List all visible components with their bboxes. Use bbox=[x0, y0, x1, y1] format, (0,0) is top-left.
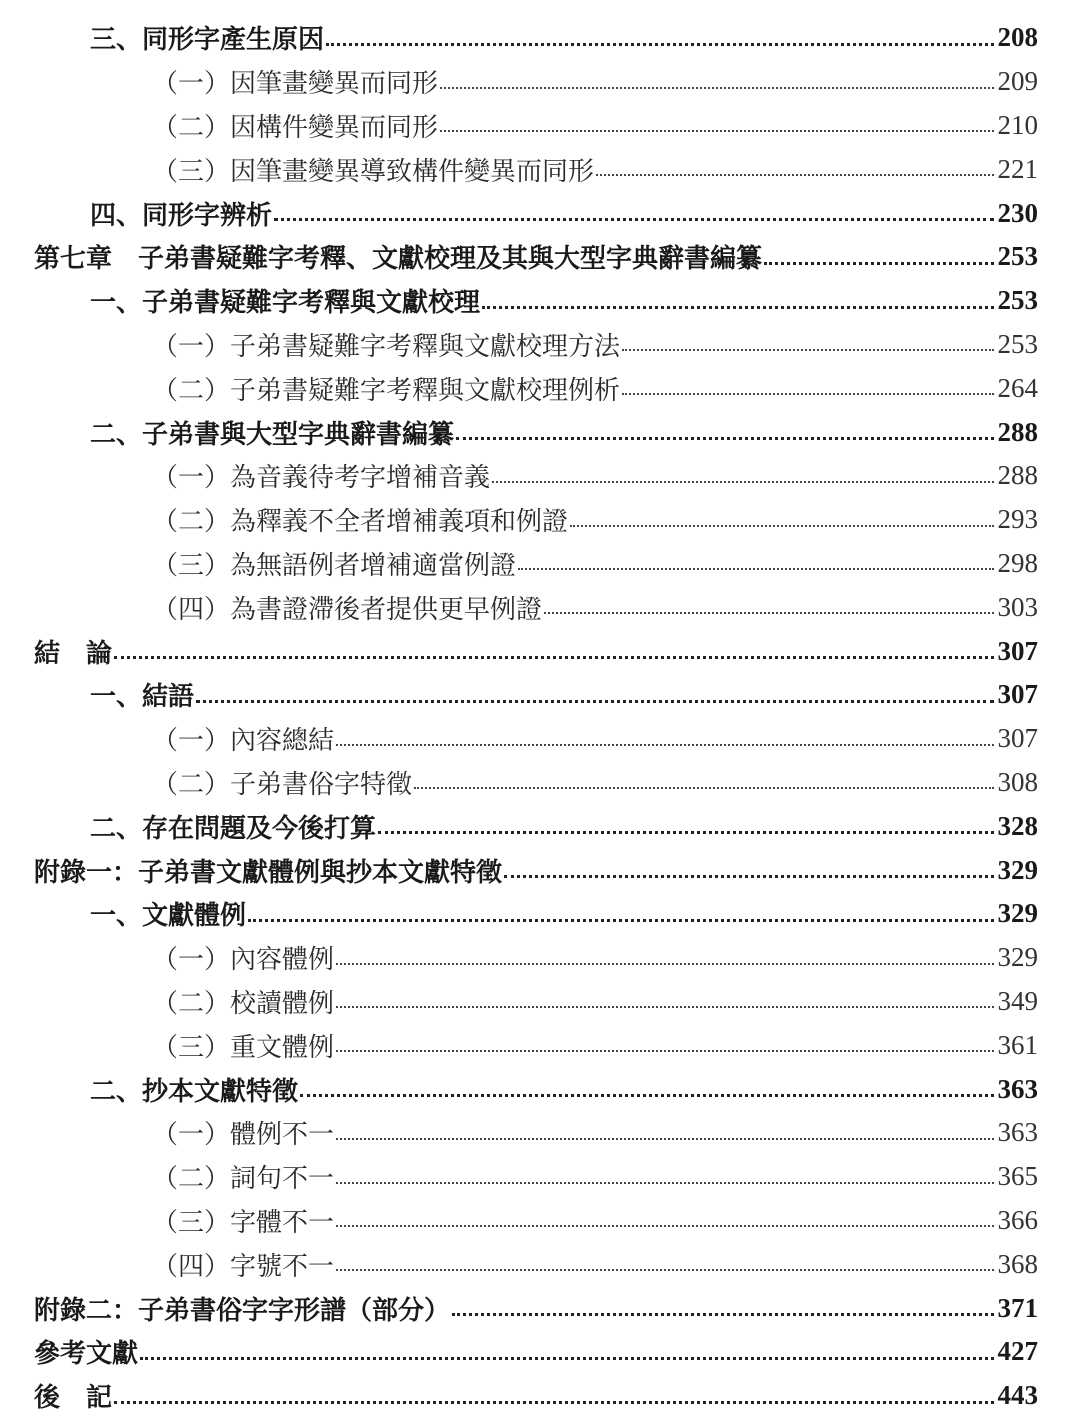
toc-entry-sub[interactable] bbox=[0, 980, 1080, 1024]
toc-entry-page-number: 329 bbox=[997, 854, 1038, 885]
dot-leader bbox=[114, 1398, 993, 1404]
toc-entry-page-number: 303 bbox=[997, 591, 1038, 622]
dot-leader bbox=[504, 872, 993, 878]
toc-entry-sub[interactable] bbox=[0, 717, 1080, 761]
toc-entry-title: （二）校讀體例 bbox=[152, 988, 335, 1019]
toc-entry-page-number: 253 bbox=[997, 285, 1038, 316]
toc-entry-page-number: 209 bbox=[997, 66, 1038, 97]
dot-leader bbox=[326, 40, 993, 46]
toc-entry-page-number: 307 bbox=[997, 723, 1038, 754]
toc-entry-title: （三）為無語例者增補適當例證 bbox=[152, 550, 517, 581]
toc-entry-sub[interactable] bbox=[0, 323, 1080, 367]
toc-entry-title: （二）因構件變異而同形 bbox=[152, 112, 439, 143]
toc-entry-page-number: 307 bbox=[997, 635, 1038, 666]
dot-leader bbox=[336, 1136, 993, 1140]
toc-entry-title: 二、存在問題及今後打算 bbox=[90, 813, 377, 844]
dot-leader bbox=[336, 1048, 993, 1052]
toc-entry-page-number: 366 bbox=[997, 1204, 1038, 1235]
toc-entry-page-number: 221 bbox=[997, 153, 1038, 184]
toc-entry-sub[interactable] bbox=[0, 1023, 1080, 1067]
toc-entry-chapter[interactable] bbox=[0, 1374, 1080, 1418]
dot-leader bbox=[336, 961, 993, 965]
toc-entry-chapter[interactable] bbox=[0, 629, 1080, 673]
dot-leader bbox=[336, 1004, 993, 1008]
toc-entry-title: 附錄一：子弟書文獻體例與抄本文獻特徵 bbox=[34, 857, 503, 888]
dot-leader bbox=[622, 391, 993, 395]
toc-entry-sub[interactable] bbox=[0, 60, 1080, 104]
toc-entry-page-number: 210 bbox=[997, 109, 1038, 140]
toc-entry-title: （一）體例不一 bbox=[152, 1120, 335, 1151]
toc-entry-title: 二、子弟書與大型字典辭書編纂 bbox=[90, 419, 455, 450]
toc-entry-page-number: 427 bbox=[997, 1336, 1038, 1367]
toc-entry-title: （一）為音義待考字增補音義 bbox=[152, 463, 491, 494]
toc-entry-title: （四）為書證滯後者提供更早例證 bbox=[152, 594, 543, 625]
toc-entry-title: （三）因筆畫變異導致構件變異而同形 bbox=[152, 156, 595, 187]
toc-entry-page-number: 293 bbox=[997, 504, 1038, 535]
toc-entry-title: 一、結語 bbox=[90, 682, 195, 713]
toc-entry-page-number: 298 bbox=[997, 547, 1038, 578]
toc-entry-chapter[interactable] bbox=[0, 235, 1080, 279]
toc-entry-page-number: 307 bbox=[997, 679, 1038, 710]
toc-entry-section[interactable] bbox=[0, 673, 1080, 717]
dot-leader bbox=[456, 434, 993, 440]
toc-entry-title: （三）字體不一 bbox=[152, 1207, 335, 1238]
toc-entry-title: 二、抄本文獻特徵 bbox=[90, 1076, 299, 1107]
toc-entry-title: 參考文獻 bbox=[34, 1339, 139, 1370]
toc-entry-sub[interactable] bbox=[0, 761, 1080, 805]
toc-entry-section[interactable] bbox=[0, 1067, 1080, 1111]
dot-leader bbox=[378, 828, 993, 834]
toc-entry-page-number: 365 bbox=[997, 1161, 1038, 1192]
toc-entry-page-number: 371 bbox=[997, 1292, 1038, 1323]
toc-entry-title: （二）詞句不一 bbox=[152, 1164, 335, 1195]
toc-entry-sub[interactable] bbox=[0, 585, 1080, 629]
dot-leader bbox=[544, 610, 993, 614]
toc-entry-page-number: 208 bbox=[997, 22, 1038, 53]
dot-leader bbox=[300, 1091, 993, 1097]
dot-leader bbox=[622, 347, 993, 351]
toc-entry-sub[interactable] bbox=[0, 542, 1080, 586]
toc-entry-title: 後 記 bbox=[34, 1383, 113, 1414]
toc-entry-page-number: 308 bbox=[997, 766, 1038, 797]
toc-entry-title: （二）子弟書疑難字考釋與文獻校理例析 bbox=[152, 375, 621, 406]
dot-leader bbox=[414, 785, 993, 789]
toc-entry-title: （一）子弟書疑難字考釋與文獻校理方法 bbox=[152, 331, 621, 362]
toc-entry-title: 結 論 bbox=[34, 638, 113, 669]
toc-entry-sub[interactable] bbox=[0, 147, 1080, 191]
dot-leader bbox=[518, 566, 993, 570]
dot-leader bbox=[492, 479, 993, 483]
toc-entry-section[interactable] bbox=[0, 279, 1080, 323]
dot-leader bbox=[440, 128, 993, 132]
dot-leader bbox=[114, 653, 993, 659]
dot-leader bbox=[336, 1223, 993, 1227]
toc-entry-sub[interactable] bbox=[0, 936, 1080, 980]
toc-entry-title: （一）因筆畫變異而同形 bbox=[152, 69, 439, 100]
toc-entry-title: 一、子弟書疑難字考釋與文獻校理 bbox=[90, 288, 481, 319]
toc-entry-section[interactable] bbox=[0, 804, 1080, 848]
dot-leader bbox=[336, 1180, 993, 1184]
toc-entry-title: 三、同形字產生原因 bbox=[90, 25, 325, 56]
toc-entry-section[interactable] bbox=[0, 191, 1080, 235]
toc-entry-title: 四、同形字辨析 bbox=[90, 200, 273, 231]
toc-entry-page-number: 264 bbox=[997, 372, 1038, 403]
toc-entry-page-number: 253 bbox=[997, 241, 1038, 272]
toc-entry-title: （四）字號不一 bbox=[152, 1251, 335, 1282]
toc-entry-page-number: 349 bbox=[997, 985, 1038, 1016]
dot-leader bbox=[452, 1310, 993, 1316]
toc-entry-sub[interactable] bbox=[0, 498, 1080, 542]
toc-entry-title: （三）重文體例 bbox=[152, 1032, 335, 1063]
toc-entry-title: 一、文獻體例 bbox=[90, 901, 247, 932]
dot-leader bbox=[196, 697, 993, 703]
toc-entry-page-number: 328 bbox=[997, 810, 1038, 841]
dot-leader bbox=[248, 916, 993, 922]
toc-entry-chapter[interactable] bbox=[0, 1286, 1080, 1330]
toc-entry-page-number: 443 bbox=[997, 1380, 1038, 1411]
dot-leader bbox=[140, 1354, 993, 1360]
toc-entry-page-number: 288 bbox=[997, 460, 1038, 491]
toc-entry-title: （二）子弟書俗字特徵 bbox=[152, 769, 413, 800]
toc-entry-page-number: 288 bbox=[997, 416, 1038, 447]
toc-entry-section[interactable] bbox=[0, 410, 1080, 454]
dot-leader bbox=[336, 1267, 993, 1271]
toc-entry-section[interactable] bbox=[0, 16, 1080, 60]
toc-entry-page-number: 329 bbox=[997, 942, 1038, 973]
toc-entry-title: （一）內容總結 bbox=[152, 726, 335, 757]
toc-entry-title: 附錄二：子弟書俗字字形譜（部分） bbox=[34, 1295, 451, 1326]
toc-entry-page-number: 253 bbox=[997, 328, 1038, 359]
toc-entry-page-number: 361 bbox=[997, 1029, 1038, 1060]
toc-entry-chapter[interactable] bbox=[0, 1330, 1080, 1374]
table-of-contents bbox=[0, 16, 1080, 1418]
dot-leader bbox=[482, 303, 993, 309]
toc-entry-sub[interactable] bbox=[0, 1242, 1080, 1286]
dot-leader bbox=[596, 172, 993, 176]
toc-entry-page-number: 329 bbox=[997, 898, 1038, 929]
toc-entry-sub[interactable] bbox=[0, 104, 1080, 148]
toc-entry-page-number: 363 bbox=[997, 1117, 1038, 1148]
toc-entry-sub[interactable] bbox=[0, 1111, 1080, 1155]
toc-entry-title: 第七章 子弟書疑難字考釋、文獻校理及其與大型字典辭書編纂 bbox=[34, 244, 763, 275]
toc-entry-title: （一）內容體例 bbox=[152, 945, 335, 976]
toc-entry-page-number: 363 bbox=[997, 1073, 1038, 1104]
toc-entry-sub[interactable] bbox=[0, 454, 1080, 498]
toc-entry-section[interactable] bbox=[0, 892, 1080, 936]
toc-entry-sub[interactable] bbox=[0, 1155, 1080, 1199]
dot-leader bbox=[570, 523, 993, 527]
toc-entry-page-number: 368 bbox=[997, 1248, 1038, 1279]
dot-leader bbox=[764, 259, 993, 265]
toc-entry-title: （二）為釋義不全者增補義項和例證 bbox=[152, 507, 569, 538]
toc-entry-sub[interactable] bbox=[0, 1199, 1080, 1243]
dot-leader bbox=[440, 85, 993, 89]
toc-entry-sub[interactable] bbox=[0, 366, 1080, 410]
dot-leader bbox=[336, 742, 993, 746]
dot-leader bbox=[274, 215, 993, 221]
toc-entry-chapter[interactable] bbox=[0, 848, 1080, 892]
toc-entry-page-number: 230 bbox=[997, 197, 1038, 228]
